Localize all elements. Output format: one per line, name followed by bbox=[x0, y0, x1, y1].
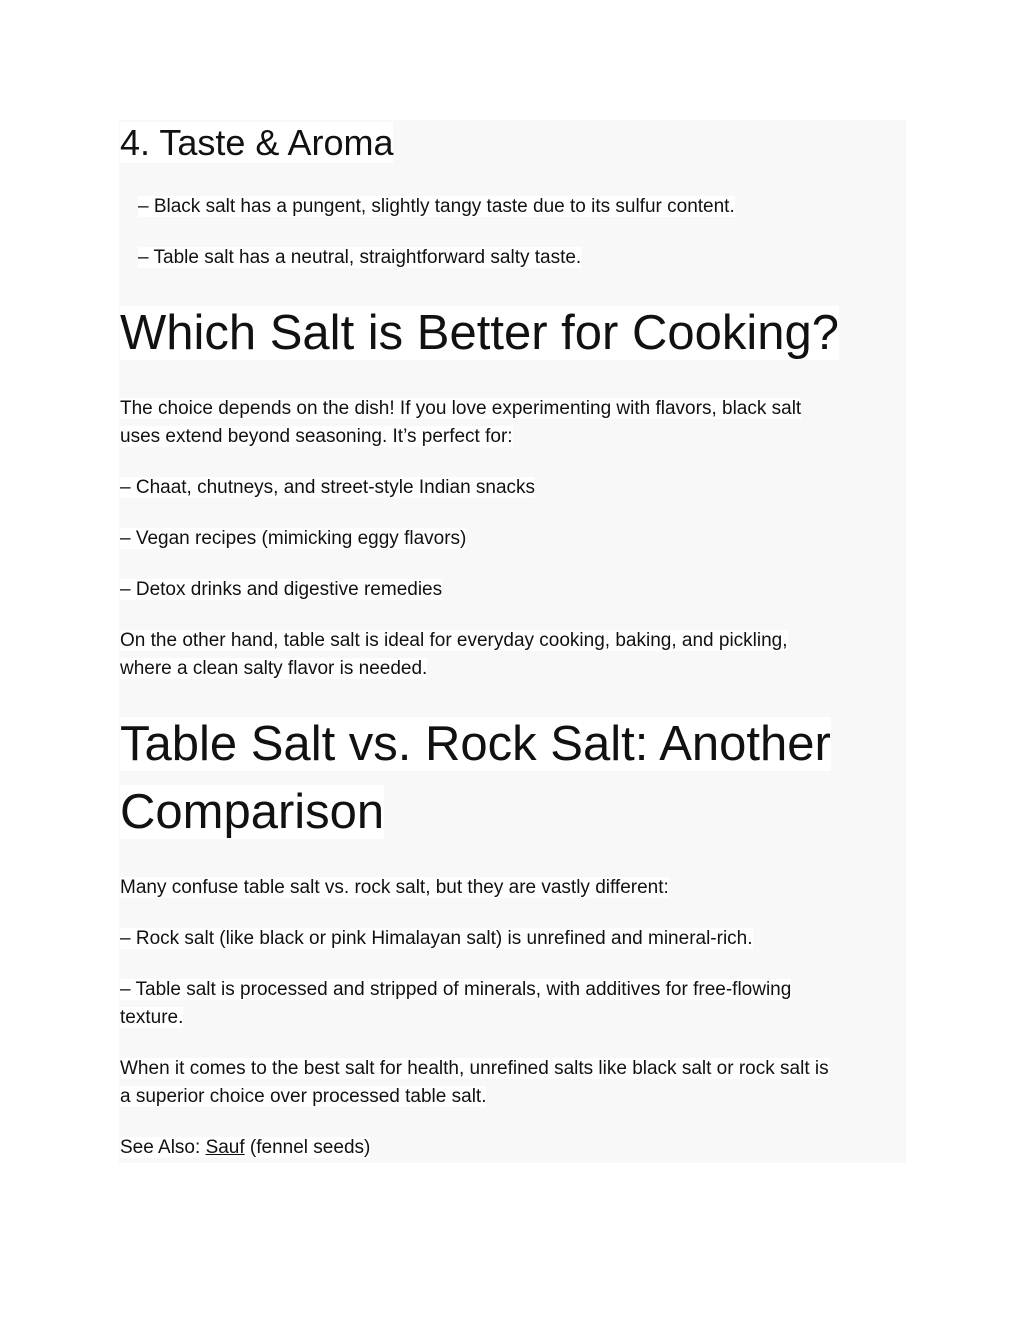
list-item: – Rock salt (like black or pink Himalayan salt) is unrefined and mineral-rich. bbox=[120, 928, 753, 949]
list-item: – Vegan recipes (mimicking eggy flavors) bbox=[120, 528, 467, 549]
section-heading-cooking: Which Salt is Better for Cooking? bbox=[120, 306, 839, 360]
list-item: – Table salt has a neutral, straightforward salty taste. bbox=[138, 247, 582, 268]
list-item: – Chaat, chutneys, and street-style Indian snacks bbox=[120, 477, 536, 498]
paragraph-line: The choice depends on the dish! If you love experimenting with flavors, black salt bbox=[120, 398, 802, 419]
paragraph-line: When it comes to the best salt for health, unrefined salts like black salt or rock salt is bbox=[120, 1058, 829, 1079]
paragraph-line: where a clean salty flavor is needed. bbox=[120, 658, 428, 679]
paragraph-line: On the other hand, table salt is ideal for everyday cooking, baking, and pickling, bbox=[120, 630, 788, 651]
paragraph-line: uses extend beyond seasoning. It’s perfect for: bbox=[120, 426, 513, 447]
sauf-link[interactable]: Sauf bbox=[205, 1137, 245, 1158]
see-also-suffix: (fennel seeds) bbox=[244, 1137, 371, 1158]
see-also-prefix: See Also: bbox=[120, 1137, 206, 1158]
list-item-continued: texture. bbox=[120, 1007, 184, 1028]
section-heading-rock-continued: Comparison bbox=[120, 785, 385, 839]
list-item: – Black salt has a pungent, slightly tangy taste due to its sulfur content. bbox=[138, 196, 735, 217]
see-also bbox=[120, 1134, 370, 1162]
heading-text: 4. Taste & Aroma bbox=[120, 122, 394, 163]
list-item: – Table salt is processed and stripped of minerals, with additives for free-flowing bbox=[120, 979, 792, 1000]
section-heading-taste bbox=[120, 121, 393, 165]
paragraph-line: Many confuse table salt vs. rock salt, but they are vastly different: bbox=[120, 877, 669, 898]
list-item: – Detox drinks and digestive remedies bbox=[120, 579, 443, 600]
section-heading-rock: Table Salt vs. Rock Salt: Another bbox=[120, 717, 831, 771]
paragraph-line: a superior choice over processed table salt. bbox=[120, 1086, 487, 1107]
